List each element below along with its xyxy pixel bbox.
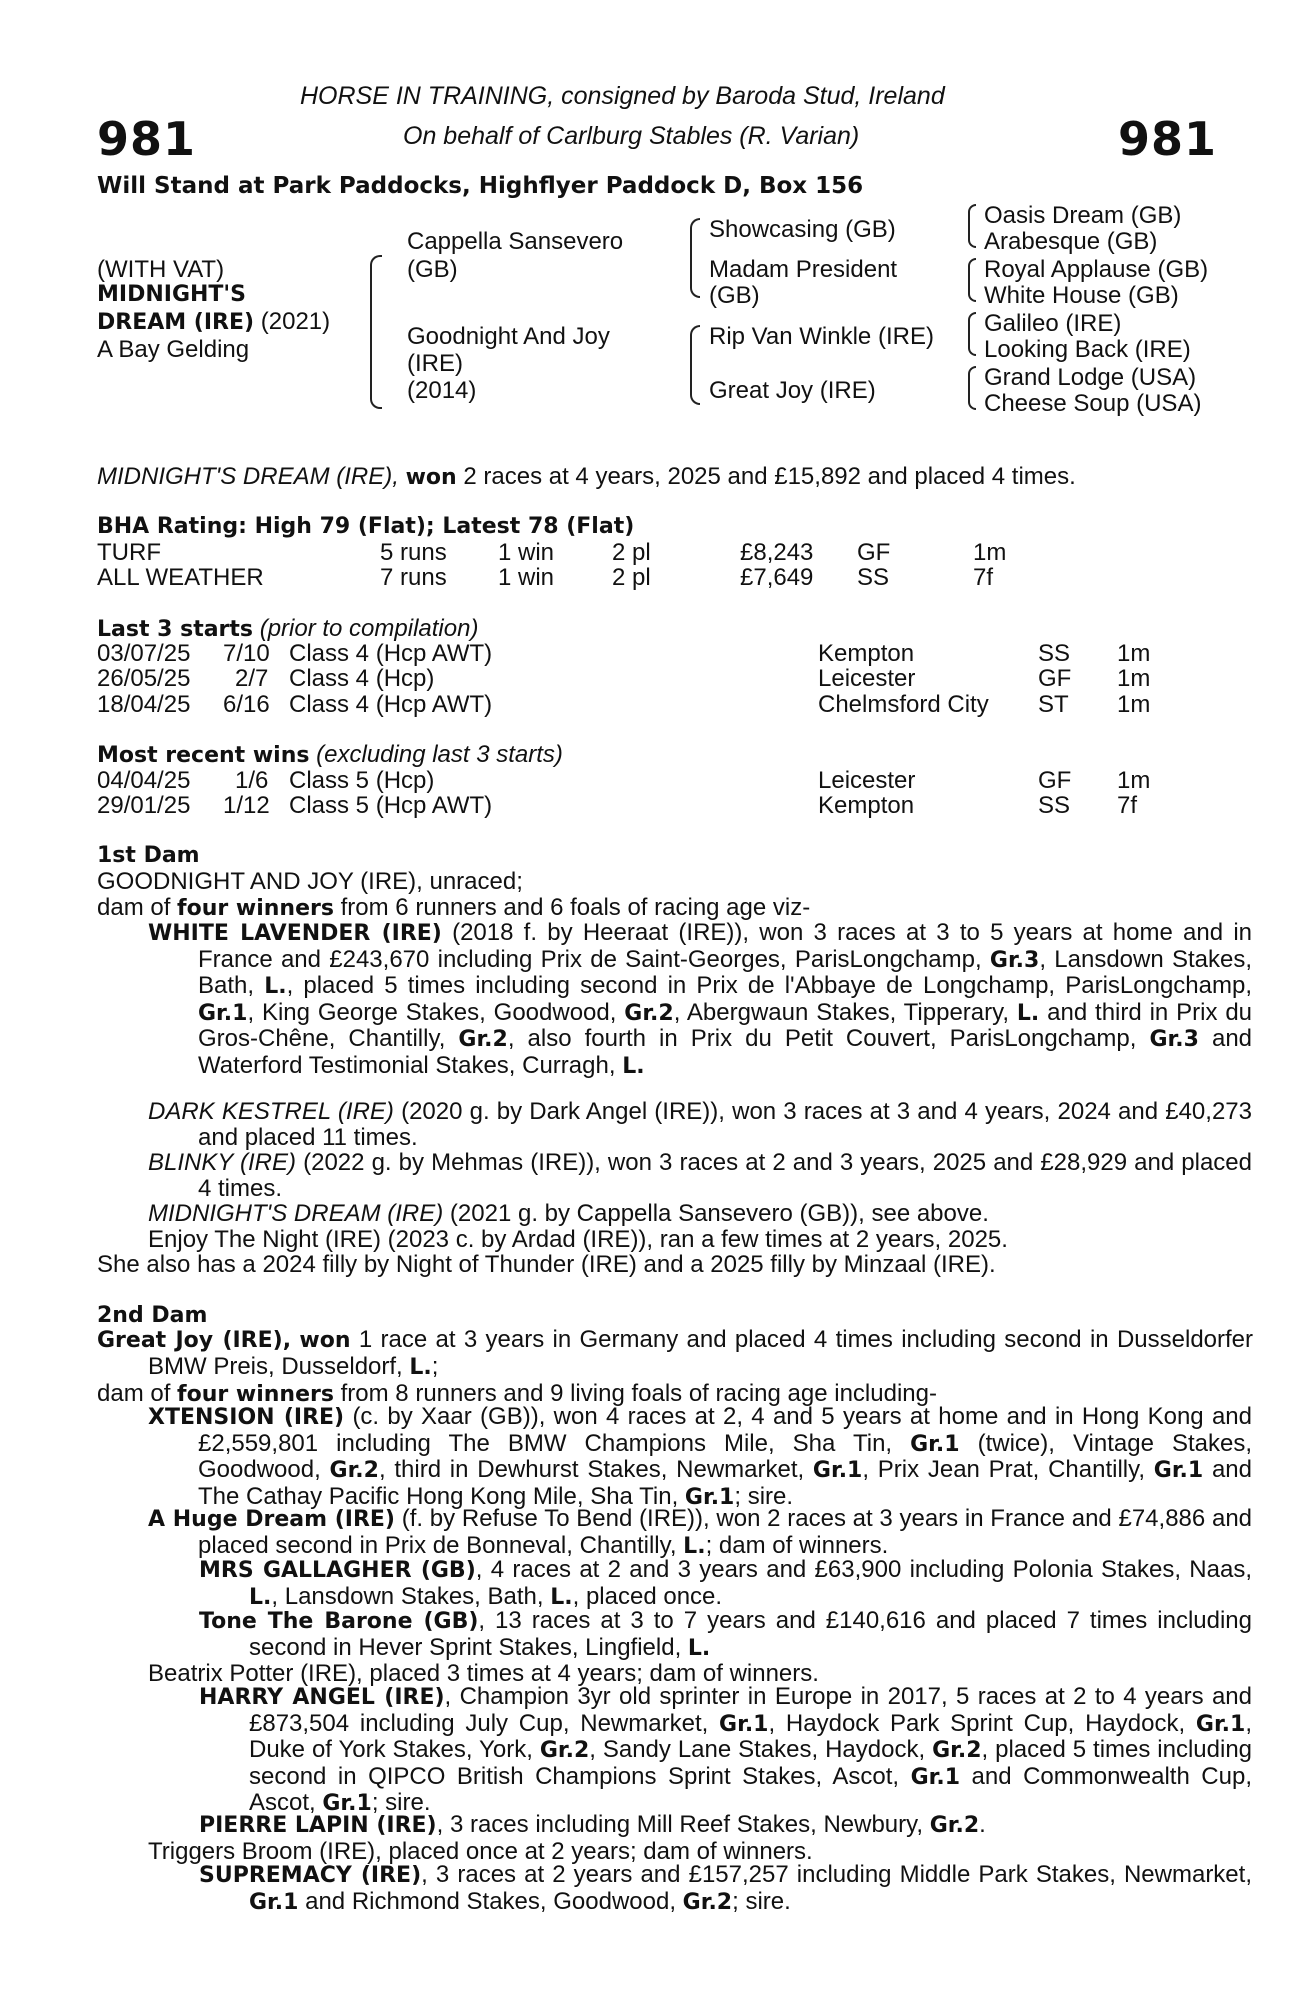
sire-line1: Cappella Sansevero (407, 228, 624, 255)
horse-name: DARK KESTREL (IRE) (148, 1098, 394, 1125)
distance: 1m (973, 539, 1007, 566)
text: , Sandy Lane Stakes, Haydock, (589, 1736, 926, 1764)
rating-heading: BHA Rating: High 79 (Flat); Latest 78 (Flat) (97, 514, 635, 539)
grade: Gr.2 (329, 1458, 379, 1484)
text: dam of (97, 894, 171, 921)
dam-sire: Rip Van Winkle (IRE) (709, 323, 934, 350)
start-row (0, 641, 1315, 667)
brace-dam (690, 325, 700, 405)
horse-name: MRS GALLAGHER (GB) (199, 1558, 476, 1583)
race-class: Class 4 (Hcp AWT) (289, 640, 493, 667)
course: Leicester (818, 665, 916, 692)
text: , 4 races at 2 and 3 years and £63,900 including Polonia Stakes, Naas, (475, 1556, 1252, 1583)
dam2-heading: 2nd Dam (97, 1303, 208, 1328)
text: , placed once. (572, 1582, 723, 1610)
sire-sire: Showcasing (GB) (709, 216, 896, 243)
race-date: 26/05/25 (97, 665, 191, 692)
brace-main (370, 255, 382, 409)
dam1-line: GOODNIGHT AND JOY (IRE), unraced; (97, 868, 523, 895)
grade: L. (622, 1053, 645, 1079)
text: and The Cathay Pacific Hong Kong Mile, Sha Tin, (198, 1456, 1252, 1510)
text: , 3 races at 2 years and £157,257 including Middle Park Stakes, Newmarket, (421, 1861, 1252, 1888)
dam1-also-has: She also has a 2024 filly by Night of Thunder (IRE) and a 2025 filly by Minzaal (IRE). (97, 1251, 996, 1278)
text: , Abergwaun Stakes, Tipperary, (673, 998, 1010, 1026)
dam1-heading: 1st Dam (97, 843, 200, 868)
race-summary (97, 465, 1076, 489)
dam-dam-dam: Cheese Soup (USA) (984, 390, 1202, 417)
text: (2018 f. by Heeraat (IRE)), won 3 races at 3 to 5 years at home and in France and £243,670 including Prix de Saint-Georges, ParisLongchamp, (198, 919, 1252, 973)
text: ; sire. (371, 1789, 431, 1817)
text: , Duke of York Stakes, York, (249, 1709, 1252, 1764)
progeny-pierre-lapin (199, 1812, 1202, 1839)
grade: Gr.2 (624, 1000, 674, 1026)
race-date: 18/04/25 (97, 691, 191, 718)
grade: Gr.3 (1149, 1027, 1199, 1053)
prize-money: £8,243 (740, 539, 814, 566)
course: Kempton (818, 792, 915, 819)
progeny-blinky (148, 1150, 1252, 1201)
text: (c. by Xaar (GB)), won 4 races at 2, 4 and 5 years at home and in Hong Kong and £2,559,801 including The BMW Champions Mile, Sha Tin, (198, 1403, 1253, 1457)
race-date: 04/04/25 (97, 767, 191, 794)
start-row (0, 666, 1315, 692)
lot-number-left: 981 (97, 112, 197, 166)
sire-sire-dam: Arabesque (GB) (984, 228, 1158, 255)
brace-sire (690, 218, 700, 298)
progeny-a-huge-dream (148, 1506, 1252, 1559)
distance: 1m (1117, 665, 1151, 692)
grade: L. (1016, 1000, 1040, 1026)
race-date: 29/01/25 (97, 792, 191, 819)
text: 1 race at 3 years in Germany and placed 4 times including second in Dusseldorfer BMW Preis, Dusseldorf, (148, 1326, 1254, 1380)
progeny-tone-the-barone (199, 1608, 1252, 1661)
grade: Gr.1 (198, 1000, 248, 1026)
going: SS (1038, 640, 1071, 667)
text: , also fourth in Prix du Petit Couvert, ParisLongchamp, (507, 1025, 1137, 1053)
dam-line3: (2014) (407, 377, 477, 404)
horse-name: PIERRE LAPIN (IRE) (199, 1813, 437, 1838)
prize-money: £7,649 (740, 564, 814, 591)
rating-row (0, 540, 1315, 566)
text: from 8 runners and 9 living foals of racing age including- (340, 1380, 937, 1407)
text: ; (431, 1352, 439, 1380)
grade: Gr.2 (682, 1889, 733, 1915)
text: (twice), Vintage Stakes, Goodwood, (198, 1429, 1252, 1484)
progeny-xtension (148, 1404, 1252, 1510)
grade: Gr.2 (458, 1027, 508, 1053)
text: (2021 g. by Cappella Sansevero (GB)), see above. (449, 1200, 989, 1227)
going: SS (857, 564, 890, 591)
grade: L. (249, 1584, 272, 1610)
placed: 2 pl (612, 564, 651, 591)
foaling-year: (2021) (260, 308, 331, 335)
summary-won: won (405, 465, 457, 490)
finish-position: 7/10 (223, 640, 270, 667)
sire-dam-line2: (GB) (709, 282, 760, 309)
sire-sire-sire: Oasis Dream (GB) (984, 202, 1182, 229)
grade: Gr.2 (539, 1738, 590, 1764)
finish-position: 1/12 (223, 792, 270, 819)
text: , 3 races including Mill Reef Stakes, Newbury, (436, 1811, 924, 1838)
race-class: Class 5 (Hcp) (289, 767, 435, 794)
text: , King George Stakes, Goodwood, (247, 998, 617, 1026)
grade: Gr.2 (929, 1813, 980, 1838)
text: , 13 races at 3 to 7 years and £140,616 and placed 7 times including second in Hever Sprint Stakes, Lingfield, (249, 1607, 1252, 1661)
win-row (0, 793, 1315, 819)
going: GF (1038, 767, 1072, 794)
grade: Gr.1 (910, 1764, 961, 1790)
horse-name: Tone The Barone (GB) (199, 1609, 479, 1634)
course: Kempton (818, 640, 915, 667)
text: , Prix Jean Prat, Chantilly, (862, 1456, 1146, 1484)
summary-name: MIDNIGHT'S DREAM (IRE), (97, 463, 399, 490)
grade: Gr.1 (1153, 1458, 1204, 1484)
horse-name-line2: DREAM (IRE) (97, 310, 255, 335)
going: SS (1038, 792, 1071, 819)
text: , placed 5 times including second in QIPCO British Champions Sprint Stakes, Ascot, (249, 1736, 1253, 1790)
rating-row (0, 565, 1315, 591)
text: , Haydock Park Sprint Cup, Haydock, (768, 1709, 1186, 1737)
text: (2020 g. by Dark Angel (IRE)), won 3 races at 3 and 4 years, 2024 and £40,273 and placed 11 times. (198, 1098, 1252, 1151)
stand-location: Will Stand at Park Paddocks, Highflyer Paddock D, Box 156 (97, 173, 864, 199)
text: , Champion 3yr old sprinter in Europe in 2017, 5 races at 2 to 4 years and £873,504 including July Cup, Newmarket, (249, 1683, 1252, 1737)
course: Leicester (818, 767, 916, 794)
grade: Gr.1 (719, 1711, 769, 1737)
progeny-triggers-broom: Triggers Broom (IRE), placed once at 2 years; dam of winners. (148, 1838, 813, 1865)
dam-sire-sire: Galileo (IRE) (984, 310, 1122, 337)
recent-note: (excluding last 3 starts) (316, 741, 563, 768)
progeny-mrs-gallagher (199, 1557, 1252, 1610)
text: , placed 5 times including second in Prix de l'Abbaye de Longchamp, ParisLongchamp, (286, 972, 1252, 1000)
last3-heading (97, 617, 478, 641)
sire-dam-sire: Royal Applause (GB) (984, 256, 1209, 283)
grade: Gr.1 (910, 1431, 960, 1457)
brace-dd (968, 366, 976, 410)
dam-dam: Great Joy (IRE) (709, 377, 876, 404)
text: , third in Dewhurst Stakes, Newmarket, (378, 1456, 805, 1484)
grade: L. (550, 1584, 573, 1610)
finish-position: 1/6 (235, 767, 269, 794)
wins: 1 win (498, 539, 555, 566)
brace-ds (968, 312, 976, 356)
text: (f. by Refuse To Bend (IRE)), won 2 races at 3 years in France and £74,886 and placed second in Prix de Bonneval, Chantilly, (198, 1505, 1253, 1559)
going: GF (857, 539, 891, 566)
horse-name: XTENSION (IRE) (148, 1405, 345, 1430)
grade: L. (683, 1533, 706, 1559)
last3-title: Last 3 starts (97, 617, 254, 642)
text: dam of (97, 1380, 171, 1407)
horse-name-line2-wrap (97, 310, 330, 334)
grade: Gr.1 (812, 1458, 863, 1484)
brace-sd (968, 258, 976, 302)
text: ; sire. (734, 1482, 794, 1510)
grade: Gr.1 (1195, 1711, 1246, 1737)
text: from 6 runners and 6 foals of racing age viz- (340, 894, 811, 921)
last3-note: (prior to compilation) (259, 615, 479, 642)
progeny-supremacy (199, 1862, 1252, 1915)
winners-count: four winners (177, 1382, 334, 1407)
lot-number-right: 981 (1118, 112, 1218, 166)
text: , Lansdown Stakes, Bath, (198, 945, 1252, 1000)
recent-heading (97, 743, 563, 767)
behalf-line: On behalf of Carlburg Stables (R. Varian) (403, 122, 860, 150)
grade: L. (409, 1354, 432, 1380)
race-class: Class 4 (Hcp) (289, 665, 435, 692)
text: and Richmond Stakes, Goodwood, (305, 1887, 676, 1915)
text: and Waterford Testimonial Stakes, Curragh, (198, 1025, 1253, 1079)
finish-position: 6/16 (223, 691, 270, 718)
progeny-white-lavender (148, 920, 1252, 1080)
horse-name: SUPREMACY (IRE) (199, 1863, 422, 1888)
progeny-dark-kestrel (148, 1099, 1252, 1150)
progeny-midnights-dream (148, 1201, 1202, 1227)
grade: Gr.1 (322, 1791, 372, 1817)
winners-count: four winners (177, 896, 334, 921)
dam1-produce-line (97, 896, 810, 920)
finish-position: 2/7 (235, 665, 269, 692)
text: and third in Prix du Gros-Chêne, Chantilly, (198, 998, 1253, 1053)
text: , Lansdown Stakes, Bath, (271, 1582, 544, 1610)
going: GF (1038, 665, 1072, 692)
horse-name: Great Joy (IRE), (97, 1328, 292, 1353)
horse-name: BLINKY (IRE) (148, 1149, 297, 1176)
grade: L. (264, 974, 287, 1000)
grade: L. (687, 1635, 711, 1661)
dam2-great-joy (97, 1327, 1253, 1380)
surface: ALL WEATHER (97, 564, 264, 591)
dam-dam-sire: Grand Lodge (USA) (984, 364, 1197, 391)
progeny-beatrix-potter: Beatrix Potter (IRE), placed 3 times at 4 years; dam of winners. (148, 1660, 819, 1687)
text: (2022 g. by Mehmas (IRE)), won 3 races at 2 and 3 years, 2025 and £28,929 and placed 4 times. (198, 1149, 1253, 1202)
distance: 1m (1117, 691, 1151, 718)
horse-name: WHITE LAVENDER (IRE) (148, 921, 442, 946)
text: ; sire. (732, 1887, 791, 1915)
horse-description: A Bay Gelding (97, 336, 250, 363)
dam-line2: (IRE) (407, 350, 463, 377)
progeny-enjoy-the-night: Enjoy The Night (IRE) (2023 c. by Ardad (IRE)), ran a few times at 2 years, 2025. (148, 1226, 1008, 1253)
vat-note: (WITH VAT) (97, 256, 225, 283)
text: and Commonwealth Cup, Ascot, (249, 1762, 1253, 1817)
race-date: 03/07/25 (97, 640, 191, 667)
win-row (0, 768, 1315, 794)
distance: 7f (973, 564, 994, 591)
runs: 5 runs (380, 539, 447, 566)
distance: 7f (1117, 792, 1138, 819)
distance: 1m (1117, 767, 1151, 794)
runs: 7 runs (380, 564, 447, 591)
course: Chelmsford City (818, 691, 989, 718)
progeny-harry-angel (199, 1684, 1252, 1817)
sire-line2: (GB) (407, 256, 458, 283)
sire-dam-line1: Madam President (709, 256, 898, 283)
recent-title: Most recent wins (97, 743, 310, 768)
horse-name: HARRY ANGEL (IRE) (199, 1685, 445, 1710)
distance: 1m (1117, 640, 1151, 667)
grade: Gr.2 (932, 1738, 982, 1764)
wins: 1 win (498, 564, 555, 591)
text: ; dam of winners. (705, 1531, 889, 1559)
sire-dam-dam: White House (GB) (984, 282, 1179, 309)
grade: Gr.1 (249, 1889, 299, 1915)
brace-ss (968, 204, 976, 248)
race-class: Class 5 (Hcp AWT) (289, 792, 493, 819)
text: . (979, 1811, 986, 1838)
start-row (0, 692, 1315, 718)
grade: Gr.3 (989, 947, 1040, 973)
placed: 2 pl (612, 539, 651, 566)
horse-name: MIDNIGHT'S DREAM (IRE) (148, 1200, 444, 1227)
summary-rest: 2 races at 4 years, 2025 and £15,892 and placed 4 times. (463, 463, 1076, 490)
dam-sire-dam: Looking Back (IRE) (984, 336, 1191, 363)
consignor-line: HORSE IN TRAINING, consigned by Baroda Stud, Ireland (300, 82, 945, 110)
surface: TURF (97, 539, 161, 566)
horse-name: A Huge Dream (IRE) (148, 1507, 395, 1532)
going: ST (1038, 691, 1069, 718)
race-class: Class 4 (Hcp AWT) (289, 691, 493, 718)
horse-name-line1: MIDNIGHT'S (97, 282, 246, 307)
won-label: won (299, 1328, 351, 1353)
grade: Gr.1 (684, 1484, 735, 1510)
dam-line1: Goodnight And Joy (407, 323, 610, 350)
